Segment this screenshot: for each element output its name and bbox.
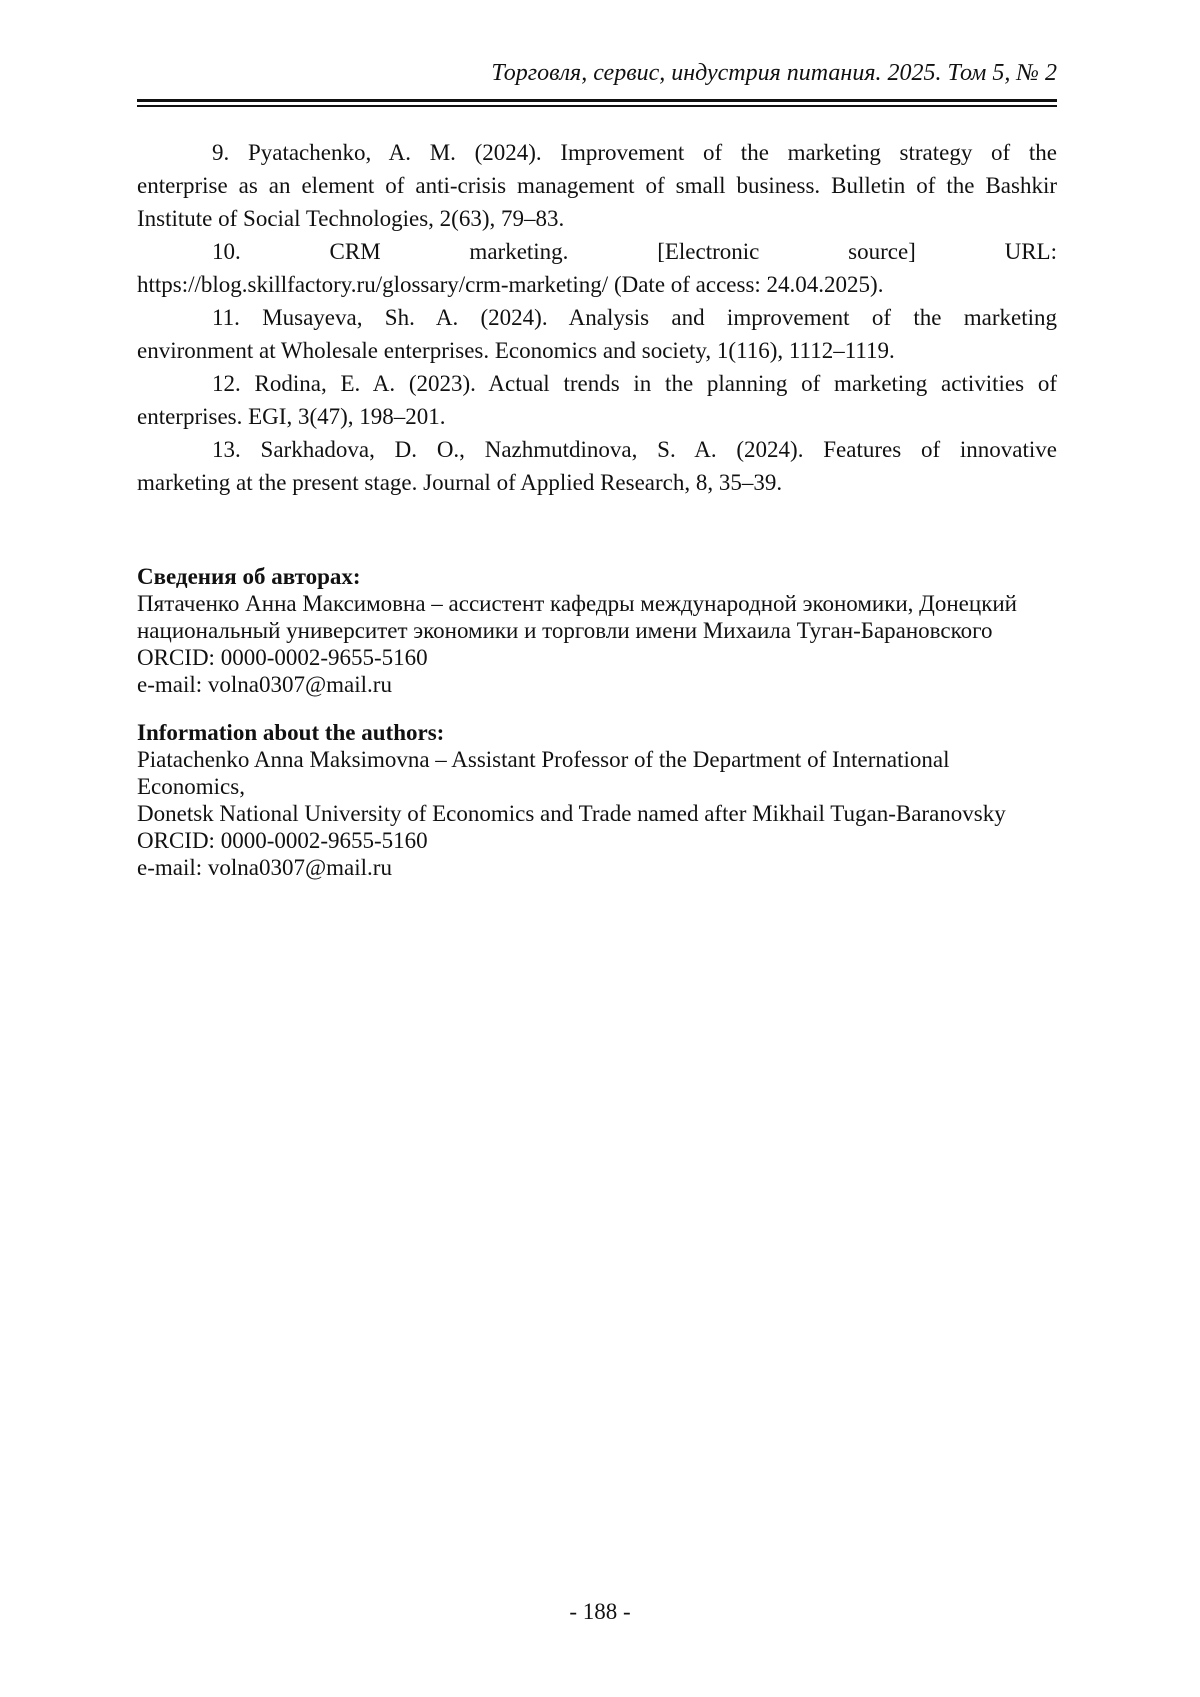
reference-line: marketing at the present stage. Journal of Applied Research, 8, 35–39. bbox=[137, 470, 783, 495]
authors-en-section bbox=[137, 719, 1057, 881]
reference-item bbox=[137, 235, 1057, 301]
reference-line: enterprises. EGI, 3(47), 198–201. bbox=[137, 404, 446, 429]
journal-header-title: Торговля, сервис, индустрия питания. 2025. Том 5, № 2 bbox=[491, 60, 1057, 86]
reference-line: environment at Wholesale enterprises. Economics and society, 1(116), 1112–1119. bbox=[137, 338, 895, 363]
reference-line: 11. Musayeva, Sh. A. (2024). Analysis and improvement of the marketing bbox=[212, 305, 1057, 330]
header-double-rule bbox=[137, 99, 1057, 107]
reference-line: 13. Sarkhadova, D. O., Nazhmutdinova, S. A. (2024). Features of innovative bbox=[212, 437, 1057, 462]
page-content bbox=[137, 0, 1057, 881]
author-info-line: ORCID: 0000-0002-9655-5160 bbox=[137, 828, 428, 853]
reference-line: Institute of Social Technologies, 2(63), 79–83. bbox=[137, 206, 565, 231]
author-info-line: Пятаченко Анна Максимовна – ассистент кафедры международной экономики, Донецкий bbox=[137, 591, 1017, 616]
references-list bbox=[137, 136, 1057, 499]
authors-en-heading: Information about the authors: bbox=[137, 720, 445, 745]
author-info-line: Piatachenko Anna Maksimovna – Assistant Professor of the Department of International Economics, bbox=[137, 747, 950, 799]
author-info-line: ORCID: 0000-0002-9655-5160 bbox=[137, 645, 428, 670]
author-info-line: e-mail: volna0307@mail.ru bbox=[137, 672, 392, 697]
reference-line: 10. CRM marketing. [Electronic source] URL: bbox=[212, 239, 1057, 264]
authors-ru-section bbox=[137, 563, 1057, 698]
reference-item bbox=[137, 367, 1057, 433]
authors-ru-lines bbox=[137, 590, 1057, 698]
reference-line: 12. Rodina, E. A. (2023). Actual trends in the planning of marketing activities of bbox=[212, 371, 1057, 396]
reference-line: https://blog.skillfactory.ru/glossary/crm-marketing/ (Date of access: 24.04.2025). bbox=[137, 272, 884, 297]
author-info-line: Donetsk National University of Economics and Trade named after Mikhail Tugan-Baranovsky bbox=[137, 801, 1006, 826]
authors-en-lines bbox=[137, 746, 1057, 881]
author-info-line: национальный университет экономики и торговли имени Михаила Туган-Барановского bbox=[137, 618, 993, 643]
reference-item bbox=[137, 136, 1057, 235]
author-info-line: e-mail: volna0307@mail.ru bbox=[137, 855, 392, 880]
authors-ru-heading: Сведения об авторах: bbox=[137, 564, 361, 589]
page-number: - 188 - bbox=[569, 1599, 631, 1624]
reference-item bbox=[137, 433, 1057, 499]
reference-item bbox=[137, 301, 1057, 367]
reference-line: enterprise as an element of anti-crisis management of small business. Bulletin of the Bashkir bbox=[137, 173, 1057, 198]
reference-line: 9. Pyatachenko, A. M. (2024). Improvement of the marketing strategy of the bbox=[212, 140, 1057, 165]
